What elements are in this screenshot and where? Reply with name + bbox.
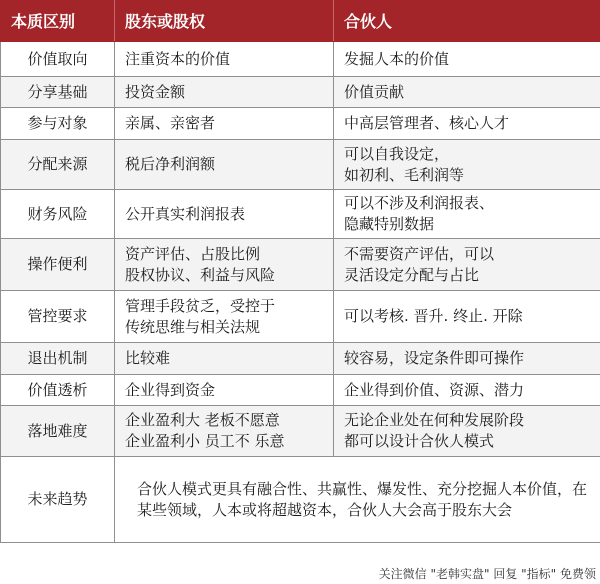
row-shareholder: 管理手段贫乏，受控于 传统思维与相关法规: [115, 291, 334, 343]
row-partner: 可以考核. 晋升. 终止. 开除: [334, 291, 600, 343]
row-category: 管控要求: [1, 291, 115, 343]
table-row-trend: [1, 457, 600, 543]
row-partner: 不需要资产评估，可以 灵活设定分配与占比: [334, 239, 600, 291]
row-category: 未来趋势: [1, 457, 115, 543]
trend-text: 合伙人模式更具有融合性、共赢性、爆发性、充分挖掘人本价值，在某些领域，人本或将超越资本，合伙人大会高于股东大会: [115, 457, 600, 543]
table-row: [1, 140, 600, 190]
row-partner: 价值贡献: [334, 77, 600, 108]
table-row: [1, 42, 600, 77]
header-partner: 合伙人: [334, 1, 600, 42]
row-shareholder: 企业盈利大 老板不愿意 企业盈利小 员工不 乐意: [115, 406, 334, 457]
table-row: [1, 77, 600, 108]
row-category: 财务风险: [1, 190, 115, 239]
row-category: 落地难度: [1, 406, 115, 457]
table-row: [1, 291, 600, 343]
row-category: 退出机制: [1, 343, 115, 375]
row-category: 价值取向: [1, 42, 115, 77]
row-shareholder: 亲属、亲密者: [115, 108, 334, 140]
row-partner: 可以不涉及利润报表、 隐藏特别数据: [334, 190, 600, 239]
row-shareholder: 税后净利润额: [115, 140, 334, 190]
row-partner: 无论企业处在何种发展阶段 都可以设计合伙人模式: [334, 406, 600, 457]
row-shareholder: 投资金额: [115, 77, 334, 108]
row-shareholder: 资产评估、占股比例 股权协议、利益与风险: [115, 239, 334, 291]
row-category: 操作便利: [1, 239, 115, 291]
table-row: [1, 375, 600, 406]
row-partner: 可以自我设定， 如初利、毛利润等: [334, 140, 600, 190]
header-category: 本质区别: [1, 1, 115, 42]
row-shareholder: 公开真实利润报表: [115, 190, 334, 239]
row-partner: 发掘人本的价值: [334, 42, 600, 77]
row-shareholder: 比较难: [115, 343, 334, 375]
row-partner: 较容易，设定条件即可操作: [334, 343, 600, 375]
table-row: [1, 239, 600, 291]
header-shareholder: 股东或股权: [115, 1, 334, 42]
row-category: 价值透析: [1, 375, 115, 406]
row-category: 分享基础: [1, 77, 115, 108]
row-partner: 中高层管理者、核心人才: [334, 108, 600, 140]
table-row: [1, 108, 600, 140]
row-category: 参与对象: [1, 108, 115, 140]
row-partner: 企业得到价值、资源、潜力: [334, 375, 600, 406]
row-shareholder: 注重资本的价值: [115, 42, 334, 77]
table-row: [1, 343, 600, 375]
table-row: [1, 190, 600, 239]
header-row: [1, 1, 600, 42]
row-category: 分配来源: [1, 140, 115, 190]
watermark: 关注微信 "老韩实盘" 回复 "指标" 免费领: [266, 564, 600, 584]
row-shareholder: 企业得到资金: [115, 375, 334, 406]
table-row: [1, 406, 600, 457]
